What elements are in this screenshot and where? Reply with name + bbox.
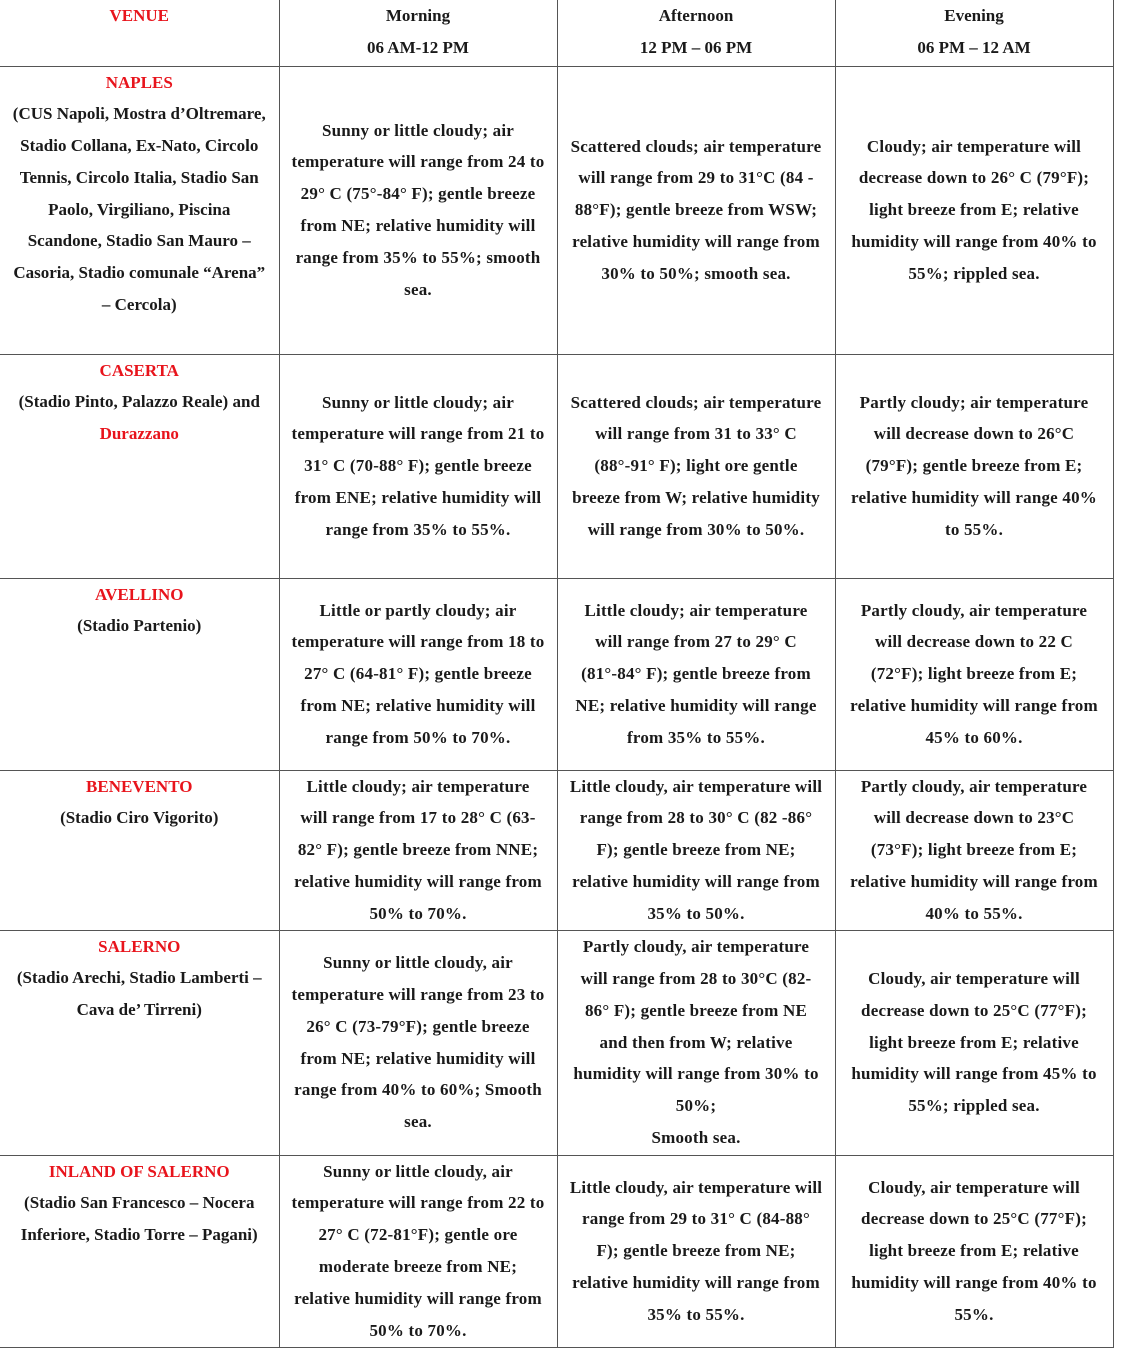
venue-and: and (232, 392, 260, 412)
venue-stadiums: (Stadio Ciro Vigorito) (60, 808, 219, 828)
venue-header-label: VENUE (109, 6, 169, 25)
evening-header-label: Evening (944, 6, 1004, 25)
table-row (0, 66, 1113, 354)
morning-forecast: Sunny or little cloudy; air temperature will range from 21 to 31° C (70-88° F); gentle breeze from ENE; relative humidity will range from 35% to 55%. (279, 354, 557, 578)
venue-city: NAPLES (105, 72, 173, 92)
table-row (0, 578, 1113, 770)
morning-header-hours: 06 AM-12 PM (367, 37, 469, 57)
morning-header-label: Morning (385, 6, 451, 25)
venue-city: INLAND OF SALERNO (48, 1161, 230, 1181)
afternoon-header-label: Afternoon (658, 6, 734, 25)
evening-forecast: Cloudy; air temperature will decrease down to 26° C (79°F); light breeze from E; relative humidity will range from 40% to 55%; rippled sea. (835, 66, 1113, 354)
afternoon-forecast-text: Partly cloudy, air temperature will range from 28 to 30°C (82-86° F); gentle breeze from NE and then from W; relative humidity will range from 30% to 50%; (573, 937, 819, 1116)
venue-cell (0, 770, 279, 930)
venue-header (0, 0, 279, 66)
venue-city: CASERTA (99, 360, 179, 380)
header-row (0, 0, 1113, 66)
table-row (0, 1155, 1113, 1347)
venue-cell (0, 1155, 279, 1347)
table-row (0, 930, 1113, 1155)
venue-stadiums: (Stadio Pinto, Palazzo Reale) (18, 392, 229, 412)
venue-city: BENEVENTO (86, 776, 193, 796)
evening-forecast: Cloudy, air temperature will decrease down to 25°C (77°F); light breeze from E; relative humidity will range from 40% to 55%. (835, 1155, 1113, 1347)
venue-cell (0, 930, 279, 1155)
venue-stadiums: (Stadio Partenio) (77, 616, 202, 636)
morning-header (279, 0, 557, 66)
evening-header-hours: 06 PM – 12 AM (917, 37, 1031, 57)
morning-forecast: Little cloudy; air temperature will range from 17 to 28° C (63-82° F); gentle breeze from NNE; relative humidity will range from 50% to 70%. (279, 770, 557, 930)
venue-cell (0, 578, 279, 770)
afternoon-forecast: Scattered clouds; air temperature will range from 31 to 33° C (88°-91° F); light ore gentle breeze from W; relative humidity will range from 30% to 50%. (557, 354, 835, 578)
venue-city: SALERNO (98, 936, 181, 956)
afternoon-forecast: Little cloudy, air temperature will range from 29 to 31° C (84-88° F); gentle breeze from NE; relative humidity will range from 35% to 55%. (557, 1155, 835, 1347)
morning-forecast: Sunny or little cloudy, air temperature will range from 23 to 26° C (73-79°F); gentle breeze from NE; relative humidity will range from 40% to 60%; Smooth sea. (279, 930, 557, 1155)
afternoon-header (557, 0, 835, 66)
afternoon-forecast: Scattered clouds; air temperature will range from 29 to 31°C (84 - 88°F); gentle breeze from WSW; relative humidity will range from 30% to 50%; smooth sea. (557, 66, 835, 354)
afternoon-forecast: Little cloudy; air temperature will range from 27 to 29° C (81°-84° F); gentle breeze from NE; relative humidity will range from 35% to 55%. (557, 578, 835, 770)
venue-cell (0, 66, 279, 354)
afternoon-forecast (557, 930, 835, 1155)
venue-stadiums: (CUS Napoli, Mostra d’Oltremare, Stadio Collana, Ex-Nato, Circolo Tennis, Circolo Italia, Stadio San Paolo, Virgiliano, Piscina Scandone, Stadio San Mauro – Casoria, Stadio comunale “Arena” – Cercola) (12, 104, 266, 315)
evening-header (835, 0, 1113, 66)
morning-forecast: Sunny or little cloudy; air temperature will range from 24 to 29° C (75°-84° F); gentle breeze from NE; relative humidity will range from 35% to 55%; smooth sea. (279, 66, 557, 354)
venue-stadiums: (Stadio San Francesco – Nocera Inferiore, Stadio Torre – Pagani) (20, 1193, 258, 1245)
evening-forecast: Cloudy, air temperature will decrease down to 25°C (77°F); light breeze from E; relative humidity will range from 45% to 55%; rippled sea. (835, 930, 1113, 1155)
venue-stadiums: (Stadio Arechi, Stadio Lamberti – Cava de’ Tirreni) (16, 968, 262, 1020)
venue-cell (0, 354, 279, 578)
afternoon-header-hours: 12 PM – 06 PM (639, 37, 753, 57)
evening-forecast: Partly cloudy; air temperature will decrease down to 26°C (79°F); gentle breeze from E; relative humidity will range 40% to 55%. (835, 354, 1113, 578)
morning-forecast: Little or partly cloudy; air temperature will range from 18 to 27° C (64-81° F); gentle breeze from NE; relative humidity will range from 50% to 70%. (279, 578, 557, 770)
morning-forecast: Sunny or little cloudy, air temperature will range from 22 to 27° C (72-81°F); gentle ore moderate breeze from NE; relative humidity will range from 50% to 70%. (279, 1155, 557, 1347)
afternoon-forecast-extra: Smooth sea. (651, 1127, 741, 1147)
afternoon-forecast: Little cloudy, air temperature will range from 28 to 30° C (82 -86° F); gentle breeze from NE; relative humidity will range from 35% to 50%. (557, 770, 835, 930)
evening-forecast: Partly cloudy, air temperature will decrease down to 22 C (72°F); light breeze from E; relative humidity will range from 45% to 60%. (835, 578, 1113, 770)
table-row (0, 770, 1113, 930)
venue-city: AVELLINO (95, 584, 184, 604)
venue-extra-city: Durazzano (99, 424, 179, 444)
table-row (0, 354, 1113, 578)
evening-forecast: Partly cloudy, air temperature will decrease down to 23°C (73°F); light breeze from E; relative humidity will range from 40% to 55%. (835, 770, 1113, 930)
